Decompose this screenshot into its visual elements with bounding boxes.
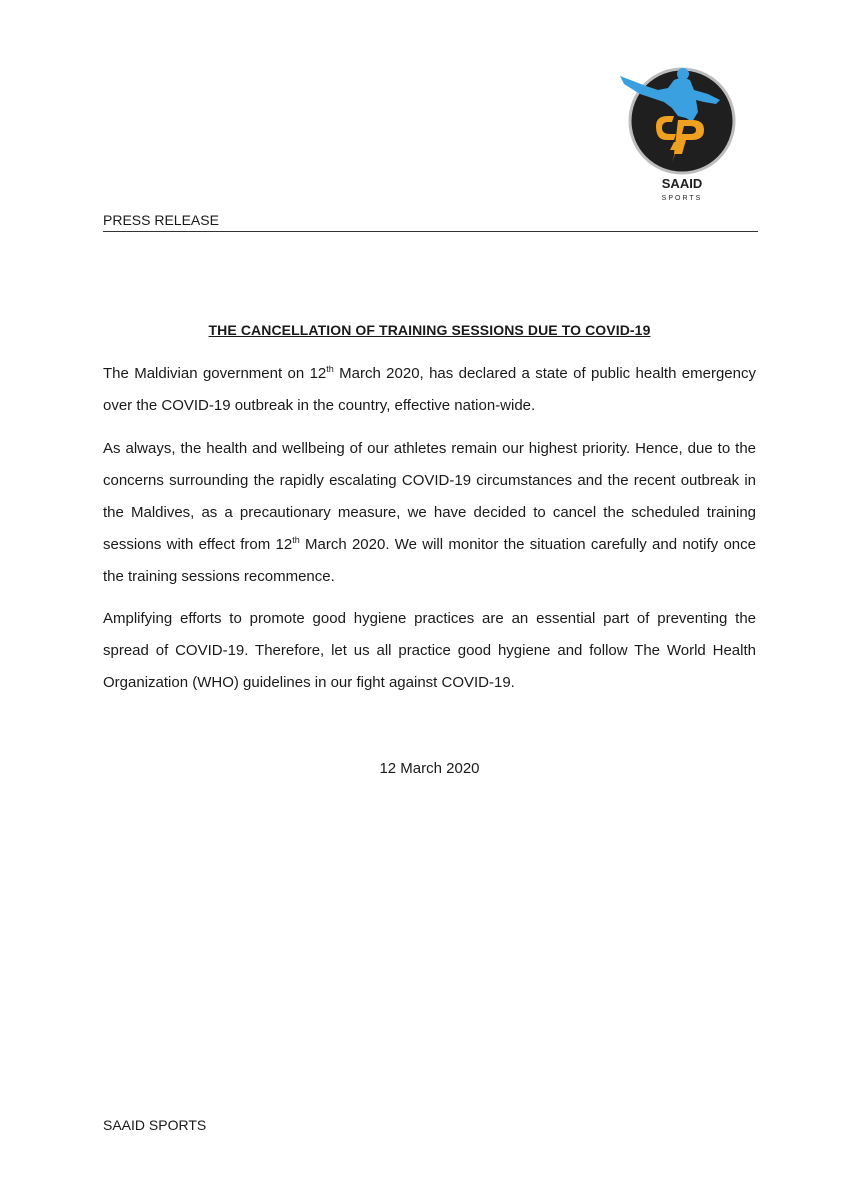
- release-date: 12 March 2020: [379, 760, 480, 777]
- paragraph-2: [103, 433, 756, 593]
- logo-text-saaid: SAAID: [661, 176, 703, 191]
- paragraph-2-text-b: March 2020. We will monitor the situation carefully and notify once the training sessions recommence.: [103, 536, 756, 585]
- paragraph-1-text-b: March 2020, has declared a state of public health emergency over the COVID-19 outbreak in the country, effective nation-wide.: [103, 365, 756, 414]
- paragraph-1-text-a: The Maldivian government on 12: [103, 365, 327, 382]
- release-title: THE CANCELLATION OF TRAINING SESSIONS DUE TO COVID-19: [208, 322, 651, 338]
- paragraph-2-sup: th: [292, 535, 300, 545]
- logo-text-sports: SPORTS: [661, 195, 703, 202]
- paragraph-1: [103, 358, 756, 422]
- header-divider: [103, 231, 758, 232]
- press-release-label: PRESS RELEASE: [103, 212, 219, 228]
- footer-organization: SAAID SPORTS: [103, 1117, 207, 1133]
- paragraph-1-sup: th: [326, 364, 334, 374]
- paragraph-3: Amplifying efforts to promote good hygiene practices are an essential part of preventing the spread of COVID-19. Therefore, let us all practice good hygiene and follow The World Health Organization (WHO) guidelines in our fight against COVID-19.: [103, 610, 756, 691]
- saaid-sports-logo: [616, 64, 742, 204]
- paragraph-2-text-a: As always, the health and wellbeing of our athletes remain our highest priority. Hence, due to the concerns surrounding the rapidly escalating COVID-19 circumstances and the recent outbreak in the Maldives, as a precautionary measure, we have decided to cancel the scheduled training sessions with effect from 12: [103, 440, 756, 553]
